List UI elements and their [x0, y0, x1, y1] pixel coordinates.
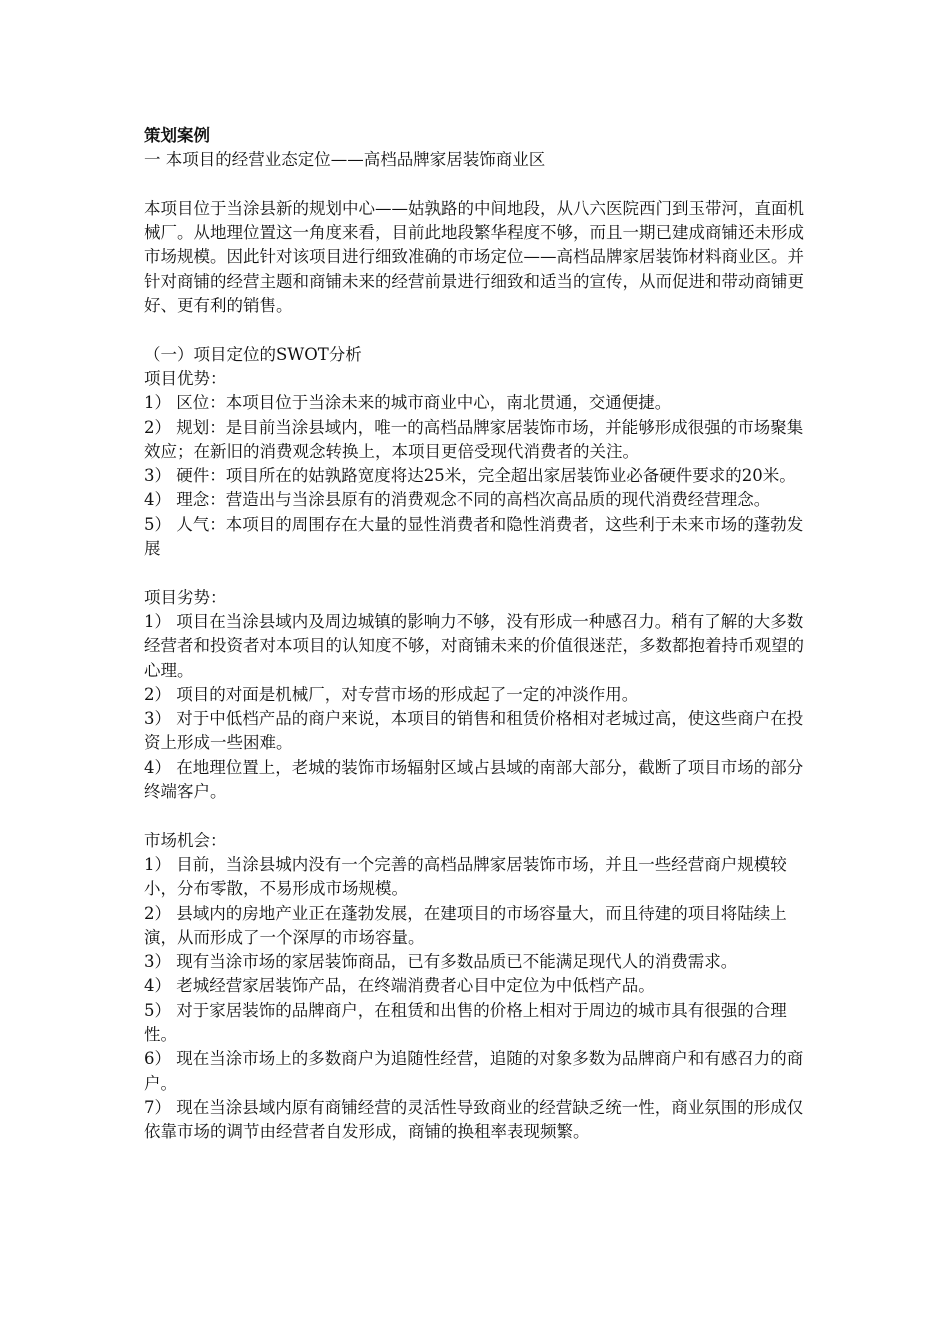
- opportunity-item: 5） 对于家居装饰的品牌商户，在租赁和出售的价格上相对于周边的城市具有很强的合理性。: [144, 1000, 787, 1044]
- spacer: [144, 318, 814, 342]
- swot-heading: （一）项目定位的SWOT分析: [144, 344, 362, 364]
- document-title: 策划案例: [144, 126, 210, 145]
- weaknesses-heading: 项目劣势：: [144, 587, 227, 607]
- document-subtitle: 一 本项目的经营业态定位——高档品牌家居装饰商业区: [144, 150, 546, 170]
- strength-item: 3） 硬件：项目所在的姑孰路宽度将达25米，完全超出家居装饰业必备硬件要求的20米。: [144, 466, 796, 486]
- weakness-item: 2） 项目的对面是机械厂，对专营市场的形成起了一定的冲淡作用。: [144, 684, 639, 704]
- opportunity-item: 7） 现在当涂县域内原有商铺经营的灵活性导致商业的经营缺乏统一性，商业氛围的形成仅依靠市场的调节由经营者自发形成，商铺的换租率表现频繁。: [144, 1097, 804, 1142]
- strengths-heading: 项目优势：: [144, 368, 227, 388]
- opportunities-heading: 市场机会：: [144, 830, 227, 850]
- opportunity-item: 2） 县域内的房地产业正在蓬勃发展，在建项目的市场容量大，而且待建的项目将陆续上演，从而形成了一个深厚的市场容量。: [144, 903, 787, 947]
- spacer: [144, 173, 814, 197]
- opportunity-item: 3） 现有当涂市场的家居装饰商品，已有多数品质已不能满足现代人的消费需求。: [144, 952, 738, 972]
- weakness-item: 4） 在地理位置上，老城的装饰市场辐射区域占县域的南部大部分，截断了项目市场的部分终端客户。: [144, 757, 804, 802]
- weakness-item: 3） 对于中低档产品的商户来说，本项目的销售和租赁价格相对老城过高，使这些商户在投资上形成一些困难。: [144, 709, 804, 753]
- intro-paragraph: 本项目位于当涂县新的规划中心——姑孰路的中间地段，从八六医院西门到玉带河，直面机械厂。从地理位置这一角度来看，目前此地段繁华程度不够，而且一期已建成商铺还未形成市场规模。因此针对该项目进行细致准确的市场定位——高档品牌家居装饰材料商业区。并针对商铺的经营主题和商铺未来的经营前景进行细致和适当的宣传，从而促进和带动商铺更好、更有利的销售。: [144, 198, 804, 316]
- spacer: [144, 804, 814, 828]
- strength-item: 5） 人气：本项目的周围存在大量的显性消费者和隐性消费者，这些利于未来市场的蓬勃发展: [144, 514, 804, 559]
- opportunity-item: 1） 目前，当涂县城内没有一个完善的高档品牌家居装饰市场，并且一些经营商户规模较小，分布零散，不易形成市场规模。: [144, 854, 787, 899]
- strength-item: 2） 规划：是目前当涂县域内，唯一的高档品牌家居装饰市场，并能够形成很强的市场聚集效应；在新旧的消费观念转换上，本项目更倍受现代消费者的关注。: [144, 417, 804, 461]
- document-page: [144, 124, 814, 1144]
- spacer: [144, 561, 814, 585]
- weakness-item: 1） 项目在当涂县域内及周边城镇的影响力不够，没有形成一种感召力。稍有了解的大多数经营者和投资者对本项目的认知度不够，对商铺未来的价值很迷茫，多数都抱着持币观望的心理。: [144, 611, 804, 680]
- strength-item: 4） 理念：营造出与当涂县原有的消费观念不同的高档次高品质的现代消费经营理念。: [144, 490, 771, 510]
- opportunity-item: 4） 老城经营家居装饰产品，在终端消费者心目中定位为中低档产品。: [144, 976, 655, 996]
- opportunity-item: 6） 现在当涂市场上的多数商户为追随性经营，追随的对象多数为品牌商户和有感召力的商户。: [144, 1049, 804, 1093]
- strength-item: 1） 区位：本项目位于当涂未来的城市商业中心，南北贯通，交通便捷。: [144, 393, 672, 413]
